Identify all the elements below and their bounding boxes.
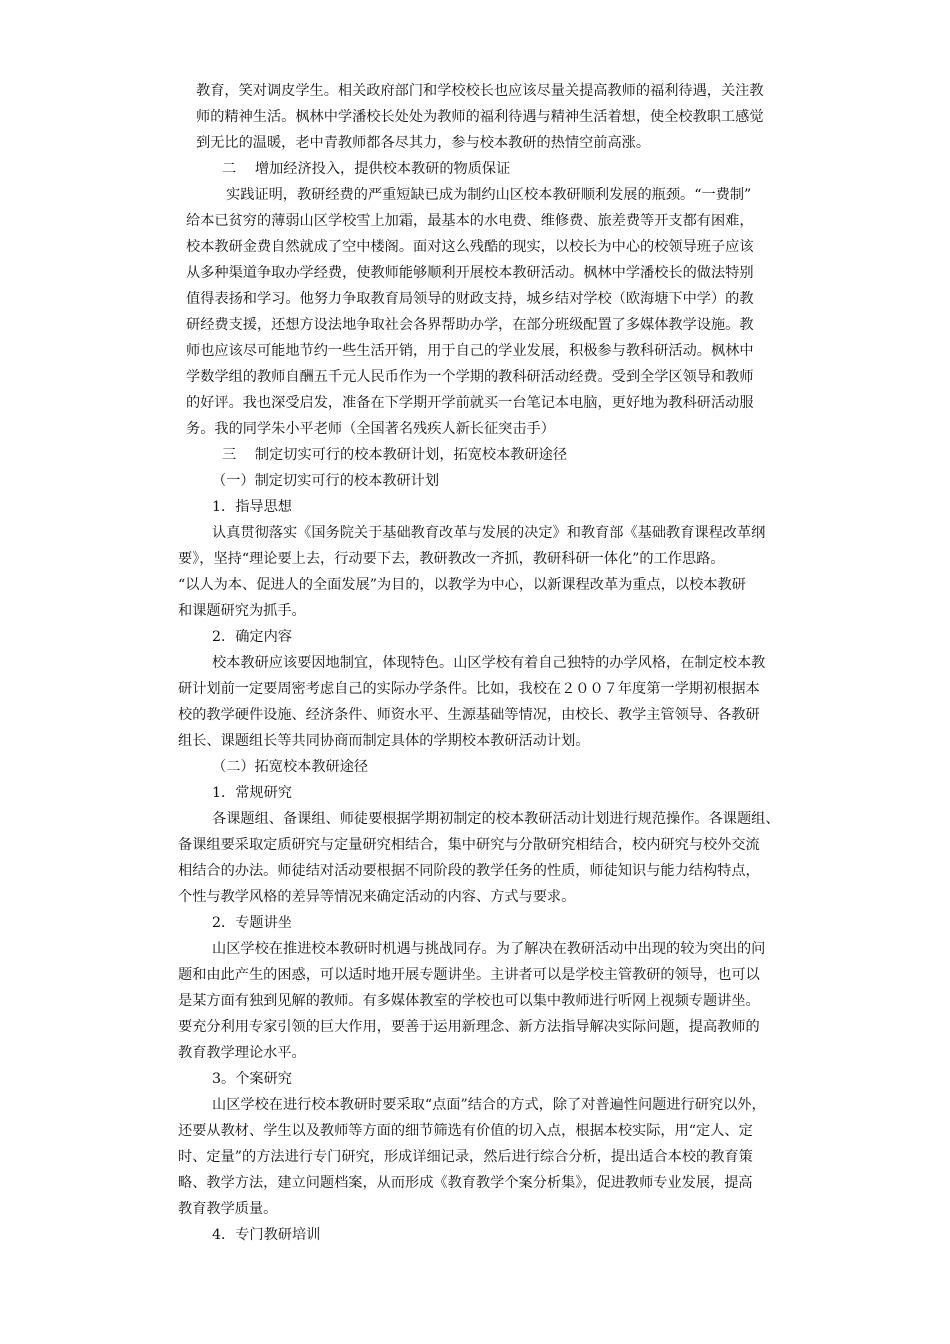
text-line: 从多种渠道争取办学经费，使教师能够顺利开展校本教研活动。枫林中学潘校长的做法特别 [186, 265, 754, 281]
text-line: 研计划前一定要周密考虑自己的实际办学条件。比如，我校在２００７年度第一学期初根据本 [178, 681, 760, 697]
text-line: 要充分利用专家引领的巨大作用，要善于运用新理念、新方法指导解决实际问题，提高教师的 [178, 1019, 760, 1035]
text-line: 要》，坚持“理论要上去，行动要下去，教研教改一齐抓，教研科研一体化”的工作思路。 [178, 551, 725, 567]
text-line: 1．常规研究 [212, 785, 292, 801]
text-line: 教育教学质量。 [178, 1201, 278, 1217]
text-line: 题和由此产生的困惑，可以适时地开展专题讲坐。主讲者可以是学校主管教研的领导，也可以 [178, 967, 760, 983]
text-line: （二）拓宽校本教研途径 [212, 759, 369, 775]
text-line: 时、定量”的方法进行专门研究，形成详细记录，然后进行综合分析，提出适合本校的教育策 [178, 1149, 753, 1165]
text-line: 备课组要采取定质研究与定量研究相结合，集中研究与分散研究相结合，校内研究与校外交流 [178, 837, 760, 853]
text-line: 的好评。我也深受启发，准备在下学期开学前就买一台笔记本电脑，更好地为教科研活动服 [186, 395, 754, 411]
text-line: 山区学校在推进校本教研时机遇与挑战同存。为了解决在教研活动中出现的较为突出的问 [212, 941, 766, 957]
text-line: 教育，笑对调皮学生。相关政府部门和学校校长也应该尽量关提高教师的福利待遇，关注教 [196, 83, 764, 99]
text-line: 2．专题讲坐 [212, 915, 292, 931]
text-line: 还要从教材、学生以及教师等方面的细节筛选有价值的切入点，根据本校实际，用“定人、定 [178, 1123, 753, 1139]
text-line: 实践证明，教研经费的严重短缺已成为制约山区校本教研顺利发展的瓶颈。“一费制” [226, 187, 752, 203]
text-line: “以人为本、促进人的全面发展”为目的，以教学为中心，以新课程改革为重点，以校本教研 [178, 577, 746, 593]
text-line: 值得表扬和学习。他努力争取教育局领导的财政支持，城乡结对学校（欧海塘下中学）的教 [186, 291, 754, 307]
text-line: （一）制定切实可行的校本教研计划 [212, 473, 440, 489]
text-line: 4．专门教研培训 [212, 1227, 321, 1243]
text-line: 师也应该尽可能地节约一些生活开销，用于自己的学业发展，积极参与教科研活动。枫林中 [186, 343, 754, 359]
text-line: 各课题组、备课组、师徒要根据学期初制定的校本教研活动计划进行规范操作。各课题组、 [212, 811, 780, 827]
text-line: 研经费支援，还想方设法地争取社会各界帮助办学，在部分班级配置了多媒体教学设施。教 [186, 317, 754, 333]
text-line: 2．确定内容 [212, 629, 292, 645]
text-line: 校本教研应该要因地制宜，体现特色。山区学校有着自己独特的办学风格，在制定校本教 [212, 655, 766, 671]
text-line: 师的精神生活。枫林中学潘校长处处为教师的福利待遇与精神生活着想，使全校教职工感觉 [196, 109, 764, 125]
text-line: 校本教研金费自然就成了空中楼阁。面对这么残酷的现实，以校长为中心的校领导班子应该 [186, 239, 754, 255]
text-line: 到无比的温暖，老中青教师都各尽其力，参与校本教研的热情空前高涨。 [196, 135, 651, 151]
text-line: 个性与教学风格的差异等情况来确定活动的内容、方式与要求。 [178, 889, 576, 905]
text-line: 学数学组的教师自酬五千元人民币作为一个学期的教科研活动经费。受到全学区领导和教师 [186, 369, 754, 385]
text-line: 3。个案研究 [212, 1071, 292, 1087]
text-line: 认真贯彻落实《国务院关于基础教育改革与发展的决定》和教育部《基础教育课程改革纲 [212, 525, 766, 541]
text-line: 三 制定切实可行的校本教研计划，拓宽校本教研途径 [222, 447, 568, 463]
text-line: 二 增加经济投入，提供校本教研的物质保证 [222, 161, 511, 177]
text-line: 1．指导思想 [212, 499, 292, 515]
text-line: 校的教学硬件设施、经济条件、师资水平、生源基础等情况，由校长、教学主管领导、各教研 [178, 707, 760, 723]
text-line: 给本已贫穷的薄弱山区学校雪上加霜，最基本的水电费、维修费、旅差费等开支都有困难， [186, 213, 754, 229]
text-line: 和课题研究为抓手。 [178, 603, 306, 619]
text-line: 相结合的办法。师徒结对活动要根据不同阶段的教学任务的性质，师徒知识与能力结构特点， [178, 863, 760, 879]
text-line: 教育教学理论水平。 [178, 1045, 306, 1061]
text-line: 组长、课题组长等共同协商而制定具体的学期校本教研活动计划。 [178, 733, 590, 749]
text-line: 略、教学方法，建立问题档案，从而形成《教育教学个案分析集》，促进教师专业发展，提高 [178, 1175, 753, 1191]
text-line: 务。我的同学朱小平老师（全国著名残疾人新长征突击手） [186, 421, 555, 437]
text-line: 山区学校在进行校本教研时要采取“点面”结合的方式，除了对普遍性问题进行研究以外， [212, 1097, 766, 1113]
text-line: 是某方面有独到见解的教师。有多媒体教室的学校也可以集中教师进行听网上视频专题讲坐。 [178, 993, 760, 1009]
